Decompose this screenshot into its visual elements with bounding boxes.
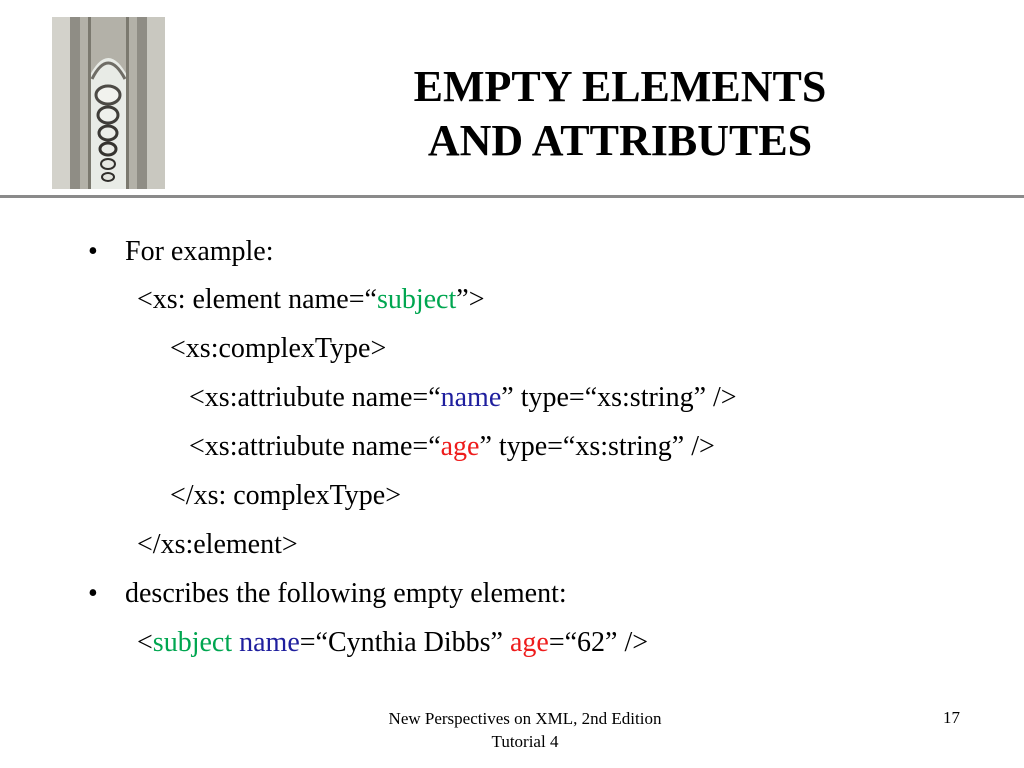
title-line-2: AND ATTRIBUTES — [427, 116, 813, 165]
bullet-marker: • — [88, 236, 98, 267]
code-line-4 — [189, 431, 715, 463]
code-line-1 — [137, 284, 484, 316]
code-attribute-age: age — [440, 431, 480, 462]
page-number: 17 — [943, 708, 960, 727]
code-text: <xs: element name=“ — [137, 284, 377, 315]
slide-footer — [330, 707, 720, 753]
footer-line-2: Tutorial 4 — [491, 732, 559, 751]
code-element-name: subject — [376, 284, 457, 315]
example-text: =“62” /> — [548, 627, 649, 658]
example-element-name: subject — [152, 627, 233, 658]
code-line-5: </xs: complexType> — [170, 480, 402, 511]
example-text: < — [137, 627, 153, 658]
footer-line-1: New Perspectives on XML, 2nd Edition — [388, 709, 662, 728]
title-line-1: EMPTY ELEMENTS — [413, 62, 827, 111]
example-element-line — [137, 627, 648, 659]
code-line-6: </xs:element> — [137, 529, 298, 560]
code-line-3 — [189, 382, 737, 414]
code-text: ” type=“xs:string” /> — [479, 431, 715, 462]
code-text: ” type=“xs:string” /> — [501, 382, 737, 413]
code-line-2: <xs:complexType> — [170, 333, 387, 364]
bullet-marker: • — [88, 578, 98, 609]
bullet-text-example: For example: — [125, 236, 274, 267]
example-attribute-age: age — [509, 627, 549, 658]
code-text: <xs:attriubute name=“ — [189, 431, 441, 462]
code-attribute-name: name — [440, 382, 502, 413]
code-text: ”> — [456, 284, 485, 315]
bullet-text-describes: describes the following empty element: — [125, 578, 567, 609]
example-text: =“Cynthia Dibbs” — [299, 627, 510, 658]
example-attribute-name: name — [239, 627, 300, 658]
code-text: <xs:attriubute name=“ — [189, 382, 441, 413]
